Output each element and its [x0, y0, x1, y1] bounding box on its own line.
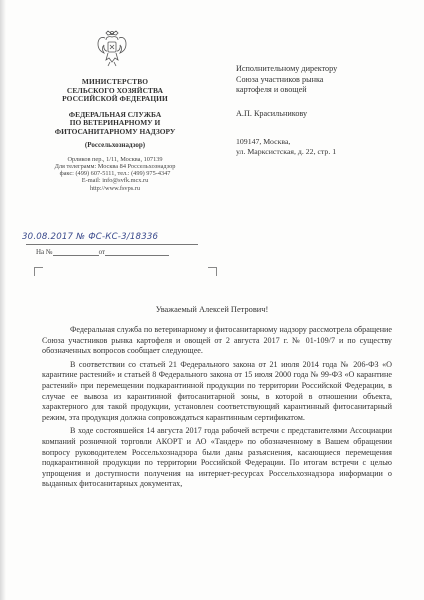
service-name: ФЕДЕРАЛЬНАЯ СЛУЖБА ПО ВЕТЕРИНАРНОМУ И ФИТОСАНИТАРНОМУ НАДЗОРУ — [54, 109, 176, 136]
addressee-block — [236, 64, 416, 157]
subject-bracket-left — [34, 267, 43, 276]
addressee-name: А.П. Красильникову — [236, 108, 308, 118]
paragraph: В соответствии со статьей 21 Федерального закона от 21 июля 2014 года № 206-ФЗ «О карантине растений» и статьей 8 Федерального закона от 15 июля 2000 года № 99-ФЗ «О карантине растений» при перемещении подкарантинной продукции по территории Российской Федерации, в случае ее вывоза из карантинной фитосанитарной зоны, в которой в отношении объекта, характерного для такой продукции, установлен соответствующий карантинный фитосанитарный режим, эта продукция должна сопровождаться карантинным сертификатом. — [42, 359, 392, 422]
paragraph: Федеральная служба по ветеринарному и фитосанитарному надзору рассмотрела обращение Союза участников рынка картофеля и овощей от 2 августа 2017 г. № 01-109/7 и по существу обозначенных вопросов сообщает следующее. — [42, 325, 392, 356]
registration-number-handwritten: 30.08.2017 № ФС-КС-3/18336 — [22, 232, 159, 242]
subject-bracket-right — [208, 267, 217, 276]
registration-underline — [26, 244, 198, 245]
reference-line: На № от — [36, 248, 169, 256]
letter-body — [42, 325, 392, 493]
scan-edge-shadow — [0, 0, 6, 600]
sender-block — [20, 78, 210, 192]
addressee-position: Исполнительному директору Союза участников рынка картофеля и овощей — [236, 64, 338, 95]
sender-contacts: Орликов пер., 1/11, Москва, 107139 Для телеграмм: Москва 84 Россельхознадзор факс: (499) 607-5111, тел.: (499) 975-4347 E-mail: info@svfk.mcx.ru http://www.fsvps.ru — [54, 155, 176, 192]
ministry-name: МИНИСТЕРСТВО СЕЛЬСКОГО ХОЗЯЙСТВА РОССИЙСКОЙ ФЕДЕРАЦИИ — [62, 77, 168, 104]
coat-of-arms-icon — [96, 28, 128, 68]
paragraph: В ходе состоявшейся 14 августа 2017 года рабочей встречи с представителями Ассоциации компаний розничной торговли АКОРТ и АО «Тандер» по обозначенному в Вашем обращении вопросу руководителем Россельхознадзора были даны разъяснения, касающиеся перемещения подкарантинной продукции по территории Российской Федерации. По итогам встречи с целью упрощения и доступности получения на интернет-ресурсах Россельхознадзора информации о выданных фитосанитарных документах, — [42, 426, 392, 489]
greeting: Уважаемый Алексей Петрович! — [155, 305, 269, 314]
addressee-address: 109147, Москва, ул. Марксистская, д. 22, стр. 1 — [236, 137, 337, 157]
service-short-name: (Россельхознадзор) — [84, 140, 146, 149]
